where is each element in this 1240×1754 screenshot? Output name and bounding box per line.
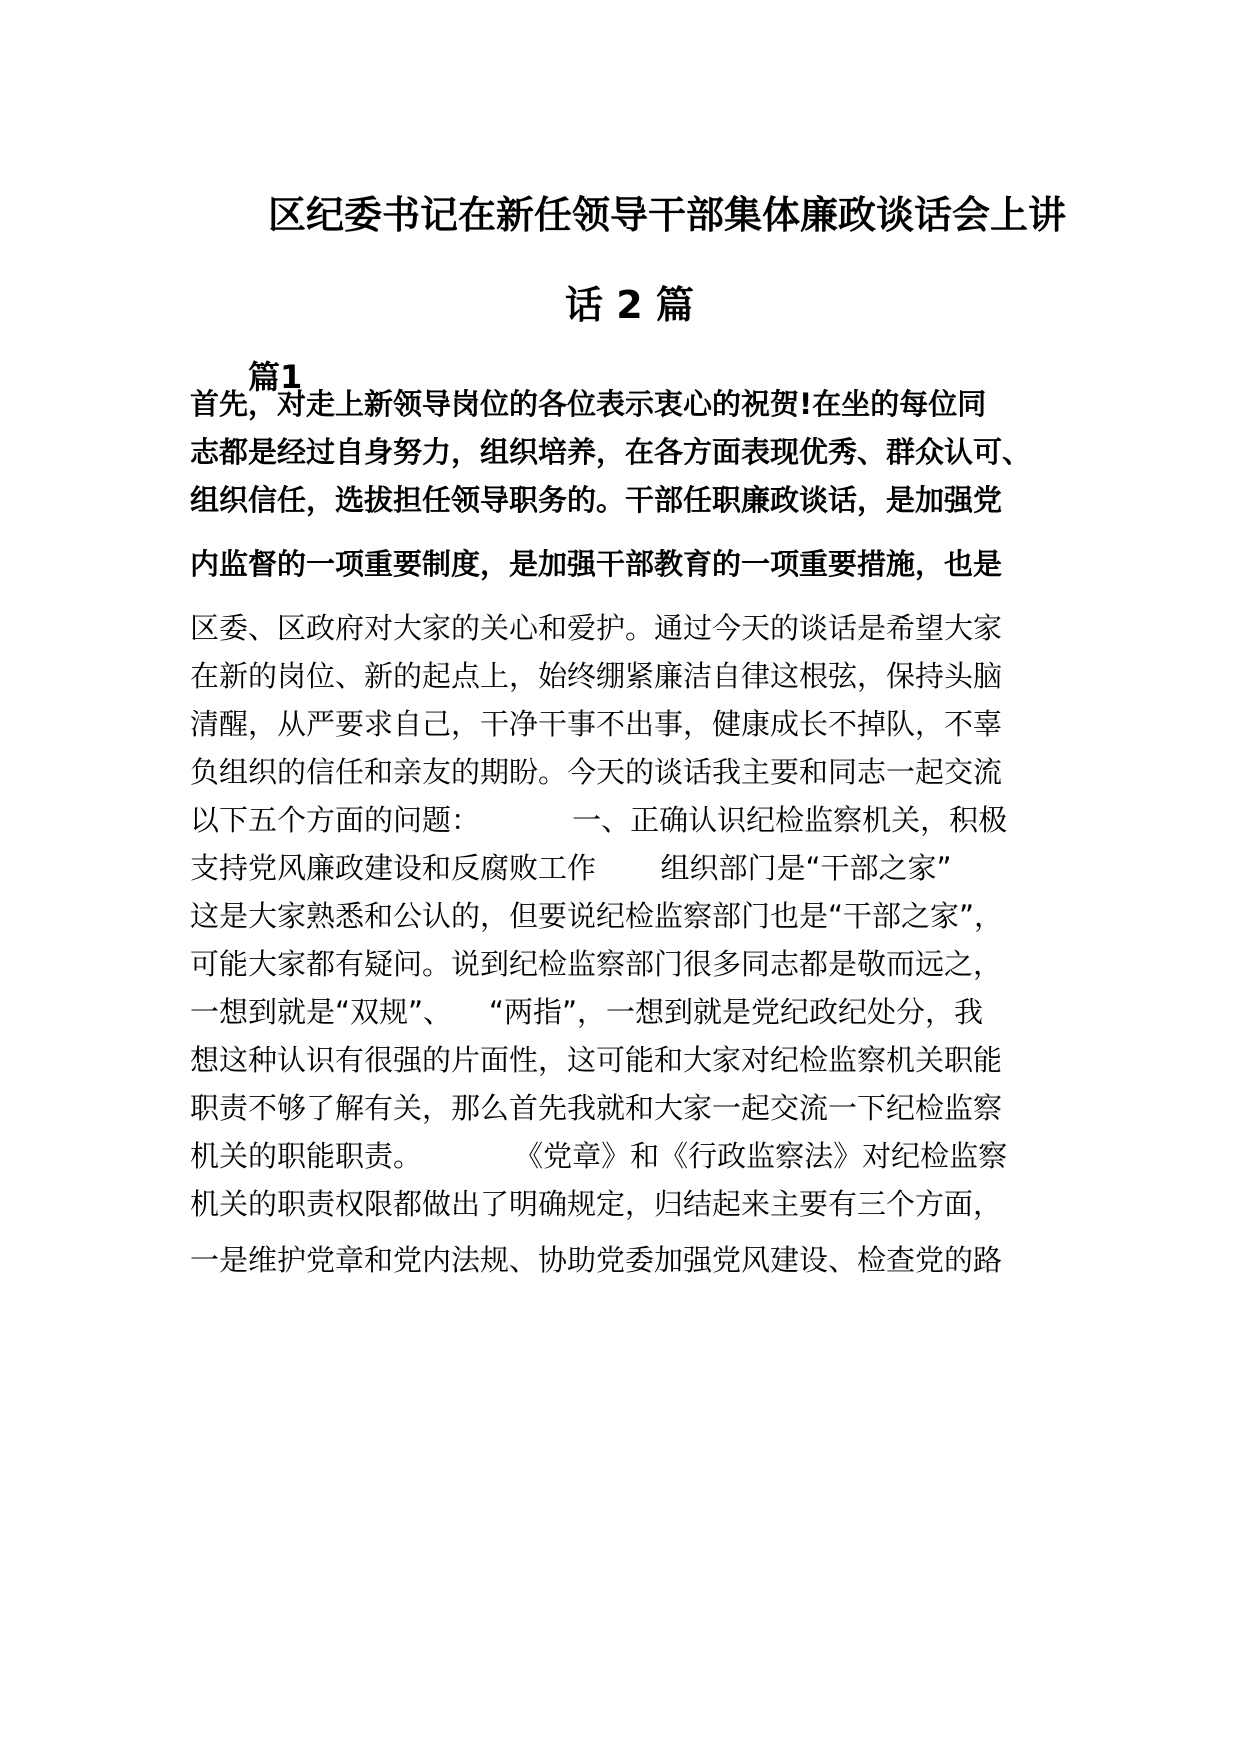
body-paragraph-line: 机关的职能职责。 《党章》和《行政监察法》对纪检监察 bbox=[190, 1139, 1008, 1173]
body-paragraph-line: 这是大家熟悉和公认的，但要说纪检监察部门也是“干部之家”， bbox=[190, 899, 1004, 933]
body-paragraph-line: 机关的职责权限都做出了明确规定，归结起来主要有三个方面， bbox=[190, 1187, 1003, 1221]
body-paragraph-line: 可能大家都有疑问。说到纪检监察部门很多同志都是敬而远之， bbox=[190, 947, 1003, 981]
bold-paragraph-line: 内监督的一项重要制度，是加强干部教育的一项重要措施，也是 bbox=[190, 547, 1003, 581]
bold-paragraph-line: 首先，对走上新领导岗位的各位表示衷心的祝贺!在坐的每位同 bbox=[190, 387, 987, 421]
body-paragraph-line: 想这种认识有很强的片面性，这可能和大家对纪检监察机关职能 bbox=[190, 1043, 1003, 1077]
document-title-line-1: 区纪委书记在新任领导干部集体廉政谈话会上讲 bbox=[268, 193, 1067, 237]
body-paragraph-line: 以下五个方面的问题： 一、正确认识纪检监察机关，积极 bbox=[190, 803, 1008, 837]
body-paragraph-line: 清醒，从严要求自己，干净干事不出事，健康成长不掉队，不辜 bbox=[190, 707, 1003, 741]
body-paragraph-line: 一想到就是“双规”、 “两指”，一想到就是党纪政纪处分，我 bbox=[190, 995, 983, 1029]
section-heading: 篇1 bbox=[248, 358, 303, 396]
body-paragraph-line: 负组织的信任和亲友的期盼。今天的谈话我主要和同志一起交流 bbox=[190, 755, 1003, 789]
body-paragraph-line: 职责不够了解有关，那么首先我就和大家一起交流一下纪检监察 bbox=[190, 1091, 1003, 1125]
body-paragraph-line: 支持党风廉政建设和反腐败工作 组织部门是“干部之家” bbox=[190, 851, 952, 885]
bold-paragraph-line: 志都是经过自身努力，组织培养，在各方面表现优秀、群众认可、 bbox=[190, 435, 1032, 469]
document-title-line-2: 话 2 篇 bbox=[565, 283, 694, 327]
body-paragraph-line: 区委、区政府对大家的关心和爱护。通过今天的谈话是希望大家 bbox=[190, 611, 1003, 645]
bold-paragraph-line: 组织信任，选拔担任领导职务的。干部任职廉政谈话，是加强党 bbox=[190, 483, 1003, 517]
body-paragraph-line: 在新的岗位、新的起点上，始终绷紧廉洁自律这根弦，保持头脑 bbox=[190, 659, 1003, 693]
body-paragraph-line: 一是维护党章和党内法规、协助党委加强党风建设、检查党的路 bbox=[190, 1243, 1003, 1277]
